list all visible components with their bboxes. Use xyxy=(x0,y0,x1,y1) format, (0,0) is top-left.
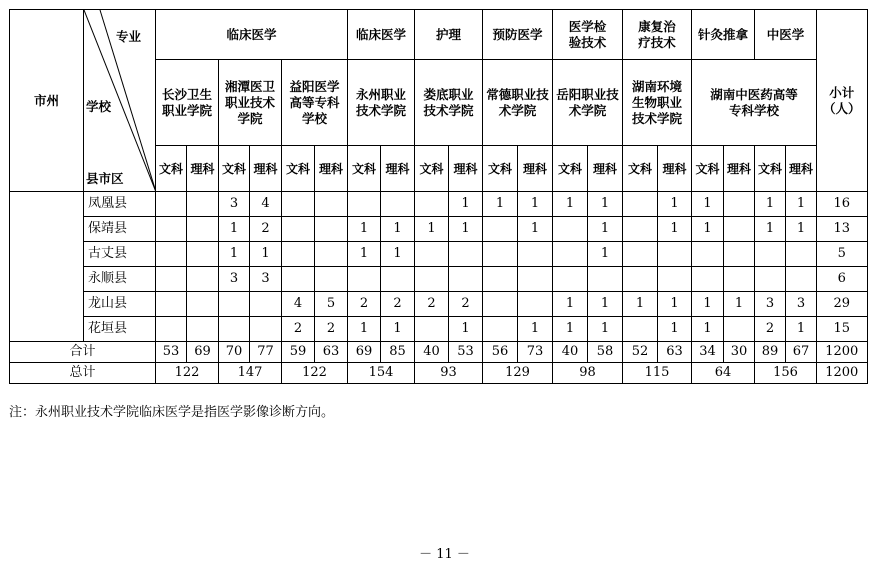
value-cell xyxy=(282,217,315,242)
school-header: 湖南环境生物职业技术学院 xyxy=(623,60,692,146)
heji-value: 40 xyxy=(415,342,449,363)
value-cell: 2 xyxy=(250,217,282,242)
value-cell xyxy=(483,267,518,292)
school-label: 学校 xyxy=(86,99,112,114)
value-cell: 1 xyxy=(588,292,623,317)
county-cell: 龙山县 xyxy=(84,292,156,317)
table-row xyxy=(10,267,868,292)
value-cell: 1 xyxy=(588,242,623,267)
value-cell xyxy=(724,317,755,342)
value-cell xyxy=(483,242,518,267)
value-cell: 1 xyxy=(381,317,415,342)
value-cell: 1 xyxy=(219,242,250,267)
wen-header: 文科 xyxy=(282,146,315,192)
subtotal-cell: 29 xyxy=(817,292,868,317)
major-header: 医学检验技术 xyxy=(553,10,623,60)
table-row xyxy=(10,192,868,217)
li-header: 理科 xyxy=(315,146,348,192)
wen-header: 文科 xyxy=(156,146,187,192)
value-cell xyxy=(692,267,724,292)
value-cell: 1 xyxy=(415,217,449,242)
heji-value: 69 xyxy=(187,342,219,363)
wen-header: 文科 xyxy=(553,146,588,192)
value-cell: 1 xyxy=(518,217,553,242)
county-cell: 永顺县 xyxy=(84,267,156,292)
value-cell: 1 xyxy=(658,192,692,217)
heji-value: 89 xyxy=(755,342,786,363)
value-cell: 1 xyxy=(692,192,724,217)
school-header: 湘潭医卫职业技术学院 xyxy=(219,60,282,146)
heji-value: 70 xyxy=(219,342,250,363)
value-cell xyxy=(156,192,187,217)
school-header: 岳阳职业技术学院 xyxy=(553,60,623,146)
subtotal-cell: 6 xyxy=(817,267,868,292)
value-cell xyxy=(187,242,219,267)
heji-value: 59 xyxy=(282,342,315,363)
zongji-subtotal: 1200 xyxy=(817,363,868,384)
school-header: 常德职业技术学院 xyxy=(483,60,553,146)
heji-value: 73 xyxy=(518,342,553,363)
value-cell xyxy=(553,267,588,292)
value-cell xyxy=(658,242,692,267)
value-cell xyxy=(282,242,315,267)
school-header: 娄底职业技术学院 xyxy=(415,60,483,146)
value-cell xyxy=(250,317,282,342)
wen-header: 文科 xyxy=(755,146,786,192)
wen-header: 文科 xyxy=(692,146,724,192)
heji-value: 53 xyxy=(156,342,187,363)
heji-value: 67 xyxy=(786,342,817,363)
value-cell xyxy=(518,292,553,317)
value-cell xyxy=(623,217,658,242)
value-cell: 1 xyxy=(553,317,588,342)
value-cell: 1 xyxy=(449,192,483,217)
value-cell xyxy=(724,192,755,217)
value-cell xyxy=(415,317,449,342)
major-header: 中医学 xyxy=(755,10,817,60)
table-row xyxy=(10,217,868,242)
table-body xyxy=(10,192,868,342)
heji-value: 30 xyxy=(724,342,755,363)
table-row xyxy=(10,292,868,317)
value-cell xyxy=(282,267,315,292)
major-header: 临床医学 xyxy=(156,10,348,60)
value-cell xyxy=(381,267,415,292)
value-cell xyxy=(156,317,187,342)
wen-header: 文科 xyxy=(483,146,518,192)
value-cell xyxy=(187,192,219,217)
value-cell: 2 xyxy=(415,292,449,317)
heji-value: 85 xyxy=(381,342,415,363)
value-cell xyxy=(623,317,658,342)
li-header: 理科 xyxy=(187,146,219,192)
value-cell xyxy=(553,242,588,267)
heji-value: 53 xyxy=(449,342,483,363)
value-cell xyxy=(724,267,755,292)
subtotal-cell: 15 xyxy=(817,317,868,342)
value-cell xyxy=(724,217,755,242)
value-cell xyxy=(518,242,553,267)
value-cell: 1 xyxy=(250,242,282,267)
value-cell: 1 xyxy=(219,217,250,242)
value-cell xyxy=(315,192,348,217)
value-cell xyxy=(187,292,219,317)
value-cell xyxy=(658,267,692,292)
county-cell: 古丈县 xyxy=(84,242,156,267)
value-cell xyxy=(348,192,381,217)
school-header: 湖南中医药高等专科学校 xyxy=(692,60,817,146)
zongji-value: 156 xyxy=(755,363,817,384)
value-cell xyxy=(315,242,348,267)
subtotal-header: 小计（人） xyxy=(817,10,868,192)
li-header: 理科 xyxy=(724,146,755,192)
value-cell: 1 xyxy=(518,192,553,217)
heji-row xyxy=(10,342,868,363)
value-cell xyxy=(588,267,623,292)
value-cell xyxy=(415,267,449,292)
zongji-value: 129 xyxy=(483,363,553,384)
value-cell xyxy=(724,242,755,267)
value-cell: 2 xyxy=(381,292,415,317)
value-cell xyxy=(518,267,553,292)
subtotal-cell: 5 xyxy=(817,242,868,267)
value-cell xyxy=(786,267,817,292)
value-cell: 1 xyxy=(381,217,415,242)
county-cell: 花垣县 xyxy=(84,317,156,342)
value-cell xyxy=(187,317,219,342)
heji-value: 34 xyxy=(692,342,724,363)
li-header: 理科 xyxy=(786,146,817,192)
value-cell xyxy=(623,192,658,217)
value-cell: 2 xyxy=(348,292,381,317)
value-cell: 3 xyxy=(250,267,282,292)
table-row xyxy=(10,317,868,342)
value-cell xyxy=(449,267,483,292)
li-header: 理科 xyxy=(449,146,483,192)
heji-value: 63 xyxy=(315,342,348,363)
value-cell xyxy=(449,242,483,267)
value-cell xyxy=(415,192,449,217)
value-cell: 1 xyxy=(348,317,381,342)
wen-header: 文科 xyxy=(623,146,658,192)
value-cell: 1 xyxy=(381,242,415,267)
value-cell: 1 xyxy=(658,292,692,317)
county-cell: 保靖县 xyxy=(84,217,156,242)
major-label: 专业 xyxy=(116,29,142,44)
value-cell: 1 xyxy=(553,192,588,217)
major-header: 针灸推拿 xyxy=(692,10,755,60)
diagonal-header-cell xyxy=(84,10,156,192)
value-cell xyxy=(219,317,250,342)
subtotal-cell: 13 xyxy=(817,217,868,242)
heji-value: 58 xyxy=(588,342,623,363)
major-header: 康复治疗技术 xyxy=(623,10,692,60)
value-cell xyxy=(415,242,449,267)
value-cell xyxy=(786,242,817,267)
value-cell: 3 xyxy=(219,267,250,292)
value-cell xyxy=(187,267,219,292)
li-header: 理科 xyxy=(588,146,623,192)
value-cell xyxy=(156,242,187,267)
zongji-label: 总计 xyxy=(10,363,156,384)
school-header: 长沙卫生职业学院 xyxy=(156,60,219,146)
li-header: 理科 xyxy=(381,146,415,192)
heji-value: 63 xyxy=(658,342,692,363)
value-cell: 2 xyxy=(315,317,348,342)
zongji-value: 122 xyxy=(156,363,219,384)
value-cell xyxy=(156,217,187,242)
table-note: 注：永州职业技术学院临床医学是指医学影像诊断方向。 xyxy=(9,405,335,420)
value-cell xyxy=(315,267,348,292)
value-cell: 1 xyxy=(658,317,692,342)
value-cell xyxy=(483,292,518,317)
major-header: 预防医学 xyxy=(483,10,553,60)
school-header: 永州职业技术学院 xyxy=(348,60,415,146)
heji-value: 52 xyxy=(623,342,658,363)
value-cell xyxy=(156,267,187,292)
city-cell xyxy=(10,192,84,342)
value-cell: 1 xyxy=(518,317,553,342)
value-cell: 1 xyxy=(786,192,817,217)
value-cell: 1 xyxy=(449,317,483,342)
subtotal-cell: 16 xyxy=(817,192,868,217)
zongji-value: 98 xyxy=(553,363,623,384)
county-label: 县市区 xyxy=(86,171,124,186)
value-cell xyxy=(282,192,315,217)
li-header: 理科 xyxy=(250,146,282,192)
value-cell: 1 xyxy=(786,217,817,242)
value-cell: 1 xyxy=(755,192,786,217)
value-cell xyxy=(219,292,250,317)
city-header: 市州 xyxy=(10,10,84,192)
li-header: 理科 xyxy=(518,146,553,192)
value-cell xyxy=(755,242,786,267)
value-cell: 1 xyxy=(623,292,658,317)
zongji-value: 122 xyxy=(282,363,348,384)
wen-header: 文科 xyxy=(348,146,381,192)
wen-header: 文科 xyxy=(219,146,250,192)
zongji-value: 115 xyxy=(623,363,692,384)
zongji-value: 154 xyxy=(348,363,415,384)
heji-value: 40 xyxy=(553,342,588,363)
enrollment-plan-table xyxy=(9,9,868,384)
value-cell: 1 xyxy=(755,217,786,242)
value-cell: 2 xyxy=(282,317,315,342)
zongji-value: 64 xyxy=(692,363,755,384)
value-cell: 3 xyxy=(755,292,786,317)
value-cell: 4 xyxy=(250,192,282,217)
major-header: 临床医学 xyxy=(348,10,415,60)
value-cell: 1 xyxy=(449,217,483,242)
value-cell: 1 xyxy=(588,217,623,242)
value-cell: 2 xyxy=(755,317,786,342)
value-cell xyxy=(348,267,381,292)
value-cell xyxy=(553,217,588,242)
value-cell: 3 xyxy=(219,192,250,217)
major-header: 护理 xyxy=(415,10,483,60)
heji-value: 77 xyxy=(250,342,282,363)
wen-header: 文科 xyxy=(415,146,449,192)
value-cell xyxy=(315,217,348,242)
value-cell: 1 xyxy=(588,192,623,217)
school-header: 益阳医学高等专科学校 xyxy=(282,60,348,146)
value-cell: 1 xyxy=(786,317,817,342)
value-cell: 1 xyxy=(692,217,724,242)
value-cell xyxy=(187,217,219,242)
value-cell xyxy=(623,267,658,292)
heji-value: 56 xyxy=(483,342,518,363)
zongji-row xyxy=(10,363,868,384)
value-cell: 5 xyxy=(315,292,348,317)
value-cell: 1 xyxy=(348,242,381,267)
heji-subtotal: 1200 xyxy=(817,342,868,363)
county-cell: 凤凰县 xyxy=(84,192,156,217)
value-cell xyxy=(483,317,518,342)
value-cell: 1 xyxy=(588,317,623,342)
zongji-value: 147 xyxy=(219,363,282,384)
value-cell: 3 xyxy=(786,292,817,317)
value-cell xyxy=(692,242,724,267)
page-number: － 11 － xyxy=(419,547,470,562)
value-cell: 2 xyxy=(449,292,483,317)
table-row xyxy=(10,242,868,267)
value-cell xyxy=(381,192,415,217)
value-cell: 1 xyxy=(553,292,588,317)
value-cell xyxy=(755,267,786,292)
value-cell: 1 xyxy=(692,317,724,342)
value-cell: 1 xyxy=(348,217,381,242)
value-cell: 1 xyxy=(692,292,724,317)
value-cell xyxy=(623,242,658,267)
heji-label: 合计 xyxy=(10,342,156,363)
zongji-value: 93 xyxy=(415,363,483,384)
value-cell: 1 xyxy=(483,192,518,217)
value-cell: 4 xyxy=(282,292,315,317)
heji-value: 69 xyxy=(348,342,381,363)
value-cell xyxy=(250,292,282,317)
li-header: 理科 xyxy=(658,146,692,192)
value-cell: 1 xyxy=(658,217,692,242)
value-cell: 1 xyxy=(724,292,755,317)
value-cell xyxy=(483,217,518,242)
value-cell xyxy=(156,292,187,317)
